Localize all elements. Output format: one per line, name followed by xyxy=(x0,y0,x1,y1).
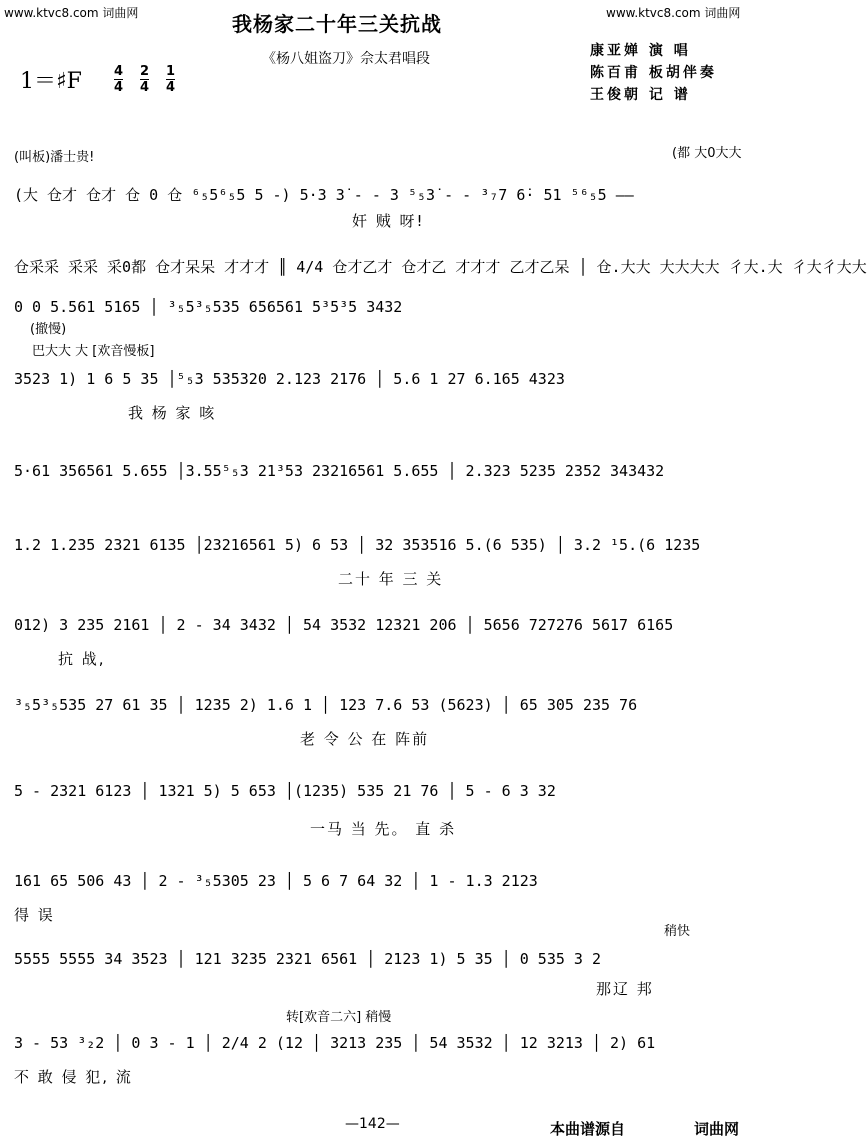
score-line-11: 3 - 53 ³₂2 │ 0 3 - 1 │ 2/4 2 (12 │ 3213 235 │ 54 3532 │ 12 3213 │ 2) 61 xyxy=(14,1034,656,1052)
score-line-4: 5·61 356561 5.655 │3.55⁵₅3 21³53 23216561 5.655 │ 2.323 5235 2352 343432 xyxy=(14,462,665,480)
song-title: 我杨家二十年三关抗战 xyxy=(232,12,442,36)
lyric-line-5: 二十 年 三 关 xyxy=(338,570,444,588)
banshi-label: 巴大大 大 [欢音慢板] xyxy=(32,344,155,359)
key-signature: 1＝♯F xyxy=(20,69,82,94)
lyric-line-9: 得 误 xyxy=(14,906,55,924)
lyric-line-8: 一马 当 先。 直 杀 xyxy=(310,820,457,838)
score-line-5: 1.2 1.235 2321 6135 │23216561 5) 6 53 │ 32 353516 5.(6 535) │ 3.2 ¹5.(6 1235 xyxy=(14,536,701,554)
credit-singer: 康亚婵 演 唱 xyxy=(590,43,691,59)
lyric-line-6: 抗 战, xyxy=(58,650,106,668)
score-line-9: 161 65 506 43 │ 2 - ³₅5305 23 │ 5 6 7 64 32 │ 1 - 1.3 2123 xyxy=(14,872,538,890)
percussion-cue: (都 大0大大 xyxy=(672,146,742,161)
time-signature-2-4: 2 4 xyxy=(140,64,150,95)
source-site: 词曲网 xyxy=(694,1120,740,1138)
score-line-3: 3523 1) 1 6 5 35 │⁵₅3 535320 2.123 2176 │ 5.6 1 27 6.165 4323 xyxy=(14,370,565,388)
tempo-note-faster: 稍快 xyxy=(664,924,691,939)
score-line-8: 5 - 2321 6123 │ 1321 5) 5 653 │(1235) 535 21 76 │ 5 - 6 3 32 xyxy=(14,782,556,800)
score-line-10: 5555 5555 34 3523 │ 121 3235 2321 6561 │ 2123 1) 5 35 │ 0 535 3 2 xyxy=(14,950,601,968)
call-out-note: (叫板)潘士贵! xyxy=(14,150,95,165)
time-signature-1-4: 1 4 xyxy=(166,64,176,95)
song-subtitle: 《杨八姐盗刀》佘太君唱段 xyxy=(262,51,430,67)
score-line-7: ³₅5³₅535 27 61 35 │ 1235 2) 1.6 1 │ 123 7.6 53 (5623) │ 65 305 235 76 xyxy=(14,696,638,714)
lyric-line-7: 老 令 公 在 阵前 xyxy=(300,730,430,748)
credit-accompanist: 陈百甫 板胡伴奏 xyxy=(590,65,717,81)
page-number: —142— xyxy=(345,1116,400,1132)
time-signature-4-4: 4 4 xyxy=(114,64,124,95)
lyric-line-11: 不 敢 侵 犯, 流 xyxy=(14,1068,133,1086)
lyric-line-3: 我 杨 家 咳 xyxy=(128,404,217,422)
tempo-note-slow: (撤慢) xyxy=(30,322,67,337)
score-line-6: 012) 3 235 2161 │ 2 - 34 3432 │ 54 3532 12321 206 │ 5656 727276 5617 6165 xyxy=(14,616,674,634)
score-line-1: (大 仓才 仓才 仓 0 仓 ⁶₅5⁶₅5 5 -) 5·3 3̇ - - 3 ⁵₅3̇ - - ³₇7 6̇· 51 ⁵⁶₅5 —— xyxy=(14,186,634,204)
score-line-2-percussion: 仓采采 采采 采0都 仓才呆呆 才才才 ║ 4/4 仓才乙才 仓才乙 才才才 乙才乙呆 │ 仓.大大 大大大大 彳大.大 彳大彳大大 xyxy=(14,258,867,276)
lyric-line-10: 那辽 邦 xyxy=(596,980,654,998)
credit-transcriber: 王俊朝 记 谱 xyxy=(590,87,691,103)
score-line-2-melody: 0 0 5.561 5165 │ ³₅5³₅535 656561 5³5³5 3432 xyxy=(14,298,403,316)
lyric-line-1: 奸 贼 呀! xyxy=(352,212,425,230)
modulation-note: 转[欢音二六] 稍慢 xyxy=(286,1010,392,1025)
site-watermark-right: www.ktvc8.com 词曲网 xyxy=(606,6,741,20)
source-note: 本曲谱源自 xyxy=(550,1120,626,1138)
site-watermark-left: www.ktvc8.com 词曲网 xyxy=(4,6,139,20)
